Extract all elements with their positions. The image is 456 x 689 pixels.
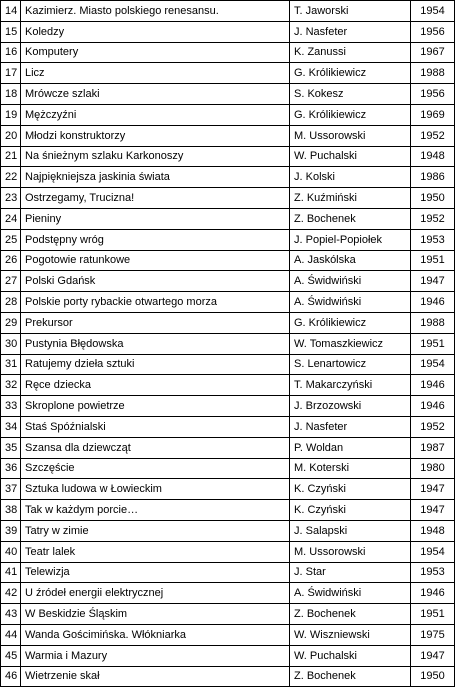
author-cell: J. Nasfeter — [290, 416, 411, 437]
row-number-cell: 42 — [1, 583, 21, 604]
author-cell: J. Nasfeter — [290, 21, 411, 42]
author-cell: Z. Kuźmiński — [290, 188, 411, 209]
title-cell: U źródeł energii elektrycznej — [21, 583, 290, 604]
table-row — [1, 562, 455, 583]
year-cell: 1946 — [411, 396, 455, 417]
author-cell: J. Brzozowski — [290, 396, 411, 417]
title-cell: Kazimierz. Miasto polskiego renesansu. — [21, 1, 290, 22]
title-cell: Sztuka ludowa w Łowieckim — [21, 479, 290, 500]
author-cell: W. Puchalski — [290, 645, 411, 666]
author-cell: P. Woldan — [290, 437, 411, 458]
author-cell: M. Koterski — [290, 458, 411, 479]
row-number-cell: 26 — [1, 250, 21, 271]
table-row — [1, 84, 455, 105]
title-cell: Mężczyźni — [21, 104, 290, 125]
year-cell: 1946 — [411, 292, 455, 313]
year-cell: 1952 — [411, 208, 455, 229]
title-cell: Na śnieżnym szlaku Karkonoszy — [21, 146, 290, 167]
row-number-cell: 37 — [1, 479, 21, 500]
title-cell: Wanda Gościmińska. Włókniarka — [21, 624, 290, 645]
table-row — [1, 250, 455, 271]
row-number-cell: 28 — [1, 292, 21, 313]
author-cell: Z. Bochenek — [290, 208, 411, 229]
title-cell: Staś Spóźnialski — [21, 416, 290, 437]
row-number-cell: 32 — [1, 375, 21, 396]
author-cell: A. Świdwiński — [290, 292, 411, 313]
title-cell: Komputery — [21, 42, 290, 63]
author-cell: A. Świdwiński — [290, 583, 411, 604]
year-cell: 1951 — [411, 333, 455, 354]
year-cell: 1988 — [411, 312, 455, 333]
row-number-cell: 34 — [1, 416, 21, 437]
row-number-cell: 41 — [1, 562, 21, 583]
table-body — [1, 1, 455, 687]
title-cell: Tak w każdym porcie… — [21, 500, 290, 521]
row-number-cell: 15 — [1, 21, 21, 42]
author-cell: K. Zanussi — [290, 42, 411, 63]
row-number-cell: 16 — [1, 42, 21, 63]
title-cell: Pustynia Błędowska — [21, 333, 290, 354]
table-row — [1, 104, 455, 125]
title-cell: Szczęście — [21, 458, 290, 479]
author-cell: G. Królikiewicz — [290, 312, 411, 333]
title-cell: Skroplone powietrze — [21, 396, 290, 417]
year-cell: 1947 — [411, 500, 455, 521]
row-number-cell: 31 — [1, 354, 21, 375]
title-cell: Prekursor — [21, 312, 290, 333]
author-cell: G. Królikiewicz — [290, 63, 411, 84]
author-cell: K. Czyński — [290, 500, 411, 521]
table-row — [1, 188, 455, 209]
row-number-cell: 33 — [1, 396, 21, 417]
title-cell: Ręce dziecka — [21, 375, 290, 396]
author-cell: Z. Bochenek — [290, 604, 411, 625]
title-cell: Telewizja — [21, 562, 290, 583]
row-number-cell: 22 — [1, 167, 21, 188]
row-number-cell: 29 — [1, 312, 21, 333]
title-cell: Wietrzenie skał — [21, 666, 290, 687]
table-row — [1, 583, 455, 604]
table-row — [1, 21, 455, 42]
author-cell: J. Popiel-Popiołek — [290, 229, 411, 250]
year-cell: 1948 — [411, 146, 455, 167]
author-cell: S. Kokesz — [290, 84, 411, 105]
year-cell: 1946 — [411, 583, 455, 604]
author-cell: J. Star — [290, 562, 411, 583]
table-row — [1, 146, 455, 167]
table-row — [1, 292, 455, 313]
year-cell: 1947 — [411, 645, 455, 666]
row-number-cell: 39 — [1, 520, 21, 541]
row-number-cell: 36 — [1, 458, 21, 479]
row-number-cell: 43 — [1, 604, 21, 625]
year-cell: 1950 — [411, 666, 455, 687]
title-cell: Teatr lalek — [21, 541, 290, 562]
author-cell: S. Lenartowicz — [290, 354, 411, 375]
title-cell: Ostrzegamy, Trucizna! — [21, 188, 290, 209]
title-cell: W Beskidzie Śląskim — [21, 604, 290, 625]
title-cell: Młodzi konstruktorzy — [21, 125, 290, 146]
table-row — [1, 666, 455, 687]
table-row — [1, 500, 455, 521]
table-row — [1, 479, 455, 500]
row-number-cell: 25 — [1, 229, 21, 250]
row-number-cell: 30 — [1, 333, 21, 354]
year-cell: 1967 — [411, 42, 455, 63]
table-row — [1, 333, 455, 354]
table-row — [1, 458, 455, 479]
table-row — [1, 208, 455, 229]
row-number-cell: 14 — [1, 1, 21, 22]
table-row — [1, 63, 455, 84]
year-cell: 1988 — [411, 63, 455, 84]
author-cell: G. Królikiewicz — [290, 104, 411, 125]
year-cell: 1954 — [411, 354, 455, 375]
year-cell: 1953 — [411, 229, 455, 250]
row-number-cell: 35 — [1, 437, 21, 458]
title-cell: Podstępny wróg — [21, 229, 290, 250]
year-cell: 1946 — [411, 375, 455, 396]
year-cell: 1951 — [411, 250, 455, 271]
table-row — [1, 125, 455, 146]
year-cell: 1986 — [411, 167, 455, 188]
author-cell: W. Puchalski — [290, 146, 411, 167]
table-row — [1, 375, 455, 396]
author-cell: M. Ussorowski — [290, 541, 411, 562]
row-number-cell: 40 — [1, 541, 21, 562]
row-number-cell: 45 — [1, 645, 21, 666]
row-number-cell: 23 — [1, 188, 21, 209]
year-cell: 1950 — [411, 188, 455, 209]
title-cell: Polski Gdańsk — [21, 271, 290, 292]
year-cell: 1951 — [411, 604, 455, 625]
year-cell: 1969 — [411, 104, 455, 125]
author-cell: A. Jaskólska — [290, 250, 411, 271]
author-cell: T. Makarczyński — [290, 375, 411, 396]
year-cell: 1947 — [411, 271, 455, 292]
row-number-cell: 20 — [1, 125, 21, 146]
year-cell: 1947 — [411, 479, 455, 500]
year-cell: 1952 — [411, 416, 455, 437]
table-row — [1, 312, 455, 333]
row-number-cell: 46 — [1, 666, 21, 687]
year-cell: 1948 — [411, 520, 455, 541]
author-cell: J. Salapski — [290, 520, 411, 541]
author-cell: J. Kolski — [290, 167, 411, 188]
table-row — [1, 396, 455, 417]
year-cell: 1980 — [411, 458, 455, 479]
row-number-cell: 17 — [1, 63, 21, 84]
table-row — [1, 645, 455, 666]
table-row — [1, 520, 455, 541]
year-cell: 1987 — [411, 437, 455, 458]
table-row — [1, 167, 455, 188]
author-cell: A. Świdwiński — [290, 271, 411, 292]
row-number-cell: 18 — [1, 84, 21, 105]
title-cell: Tatry w zimie — [21, 520, 290, 541]
year-cell: 1953 — [411, 562, 455, 583]
year-cell: 1954 — [411, 1, 455, 22]
title-cell: Licz — [21, 63, 290, 84]
year-cell: 1975 — [411, 624, 455, 645]
table-row — [1, 624, 455, 645]
title-cell: Polskie porty rybackie otwartego morza — [21, 292, 290, 313]
table-row — [1, 604, 455, 625]
row-number-cell: 24 — [1, 208, 21, 229]
year-cell: 1956 — [411, 21, 455, 42]
table-row — [1, 354, 455, 375]
row-number-cell: 21 — [1, 146, 21, 167]
row-number-cell: 27 — [1, 271, 21, 292]
title-cell: Ratujemy dzieła sztuki — [21, 354, 290, 375]
year-cell: 1956 — [411, 84, 455, 105]
author-cell: K. Czyński — [290, 479, 411, 500]
title-cell: Szansa dla dziewcząt — [21, 437, 290, 458]
title-cell: Pogotowie ratunkowe — [21, 250, 290, 271]
table-row — [1, 416, 455, 437]
title-cell: Warmia i Mazury — [21, 645, 290, 666]
author-cell: Z. Bochenek — [290, 666, 411, 687]
table-row — [1, 437, 455, 458]
table-row — [1, 541, 455, 562]
author-cell: M. Ussorowski — [290, 125, 411, 146]
author-cell: W. Tomaszkiewicz — [290, 333, 411, 354]
author-cell: W. Wiszniewski — [290, 624, 411, 645]
title-cell: Najpiękniejsza jaskinia świata — [21, 167, 290, 188]
row-number-cell: 38 — [1, 500, 21, 521]
title-cell: Pieniny — [21, 208, 290, 229]
row-number-cell: 19 — [1, 104, 21, 125]
author-cell: T. Jaworski — [290, 1, 411, 22]
table-row — [1, 271, 455, 292]
title-cell: Koledzy — [21, 21, 290, 42]
table-row — [1, 42, 455, 63]
title-cell: Mrówcze szlaki — [21, 84, 290, 105]
year-cell: 1954 — [411, 541, 455, 562]
table-row — [1, 1, 455, 22]
row-number-cell: 44 — [1, 624, 21, 645]
year-cell: 1952 — [411, 125, 455, 146]
table-row — [1, 229, 455, 250]
